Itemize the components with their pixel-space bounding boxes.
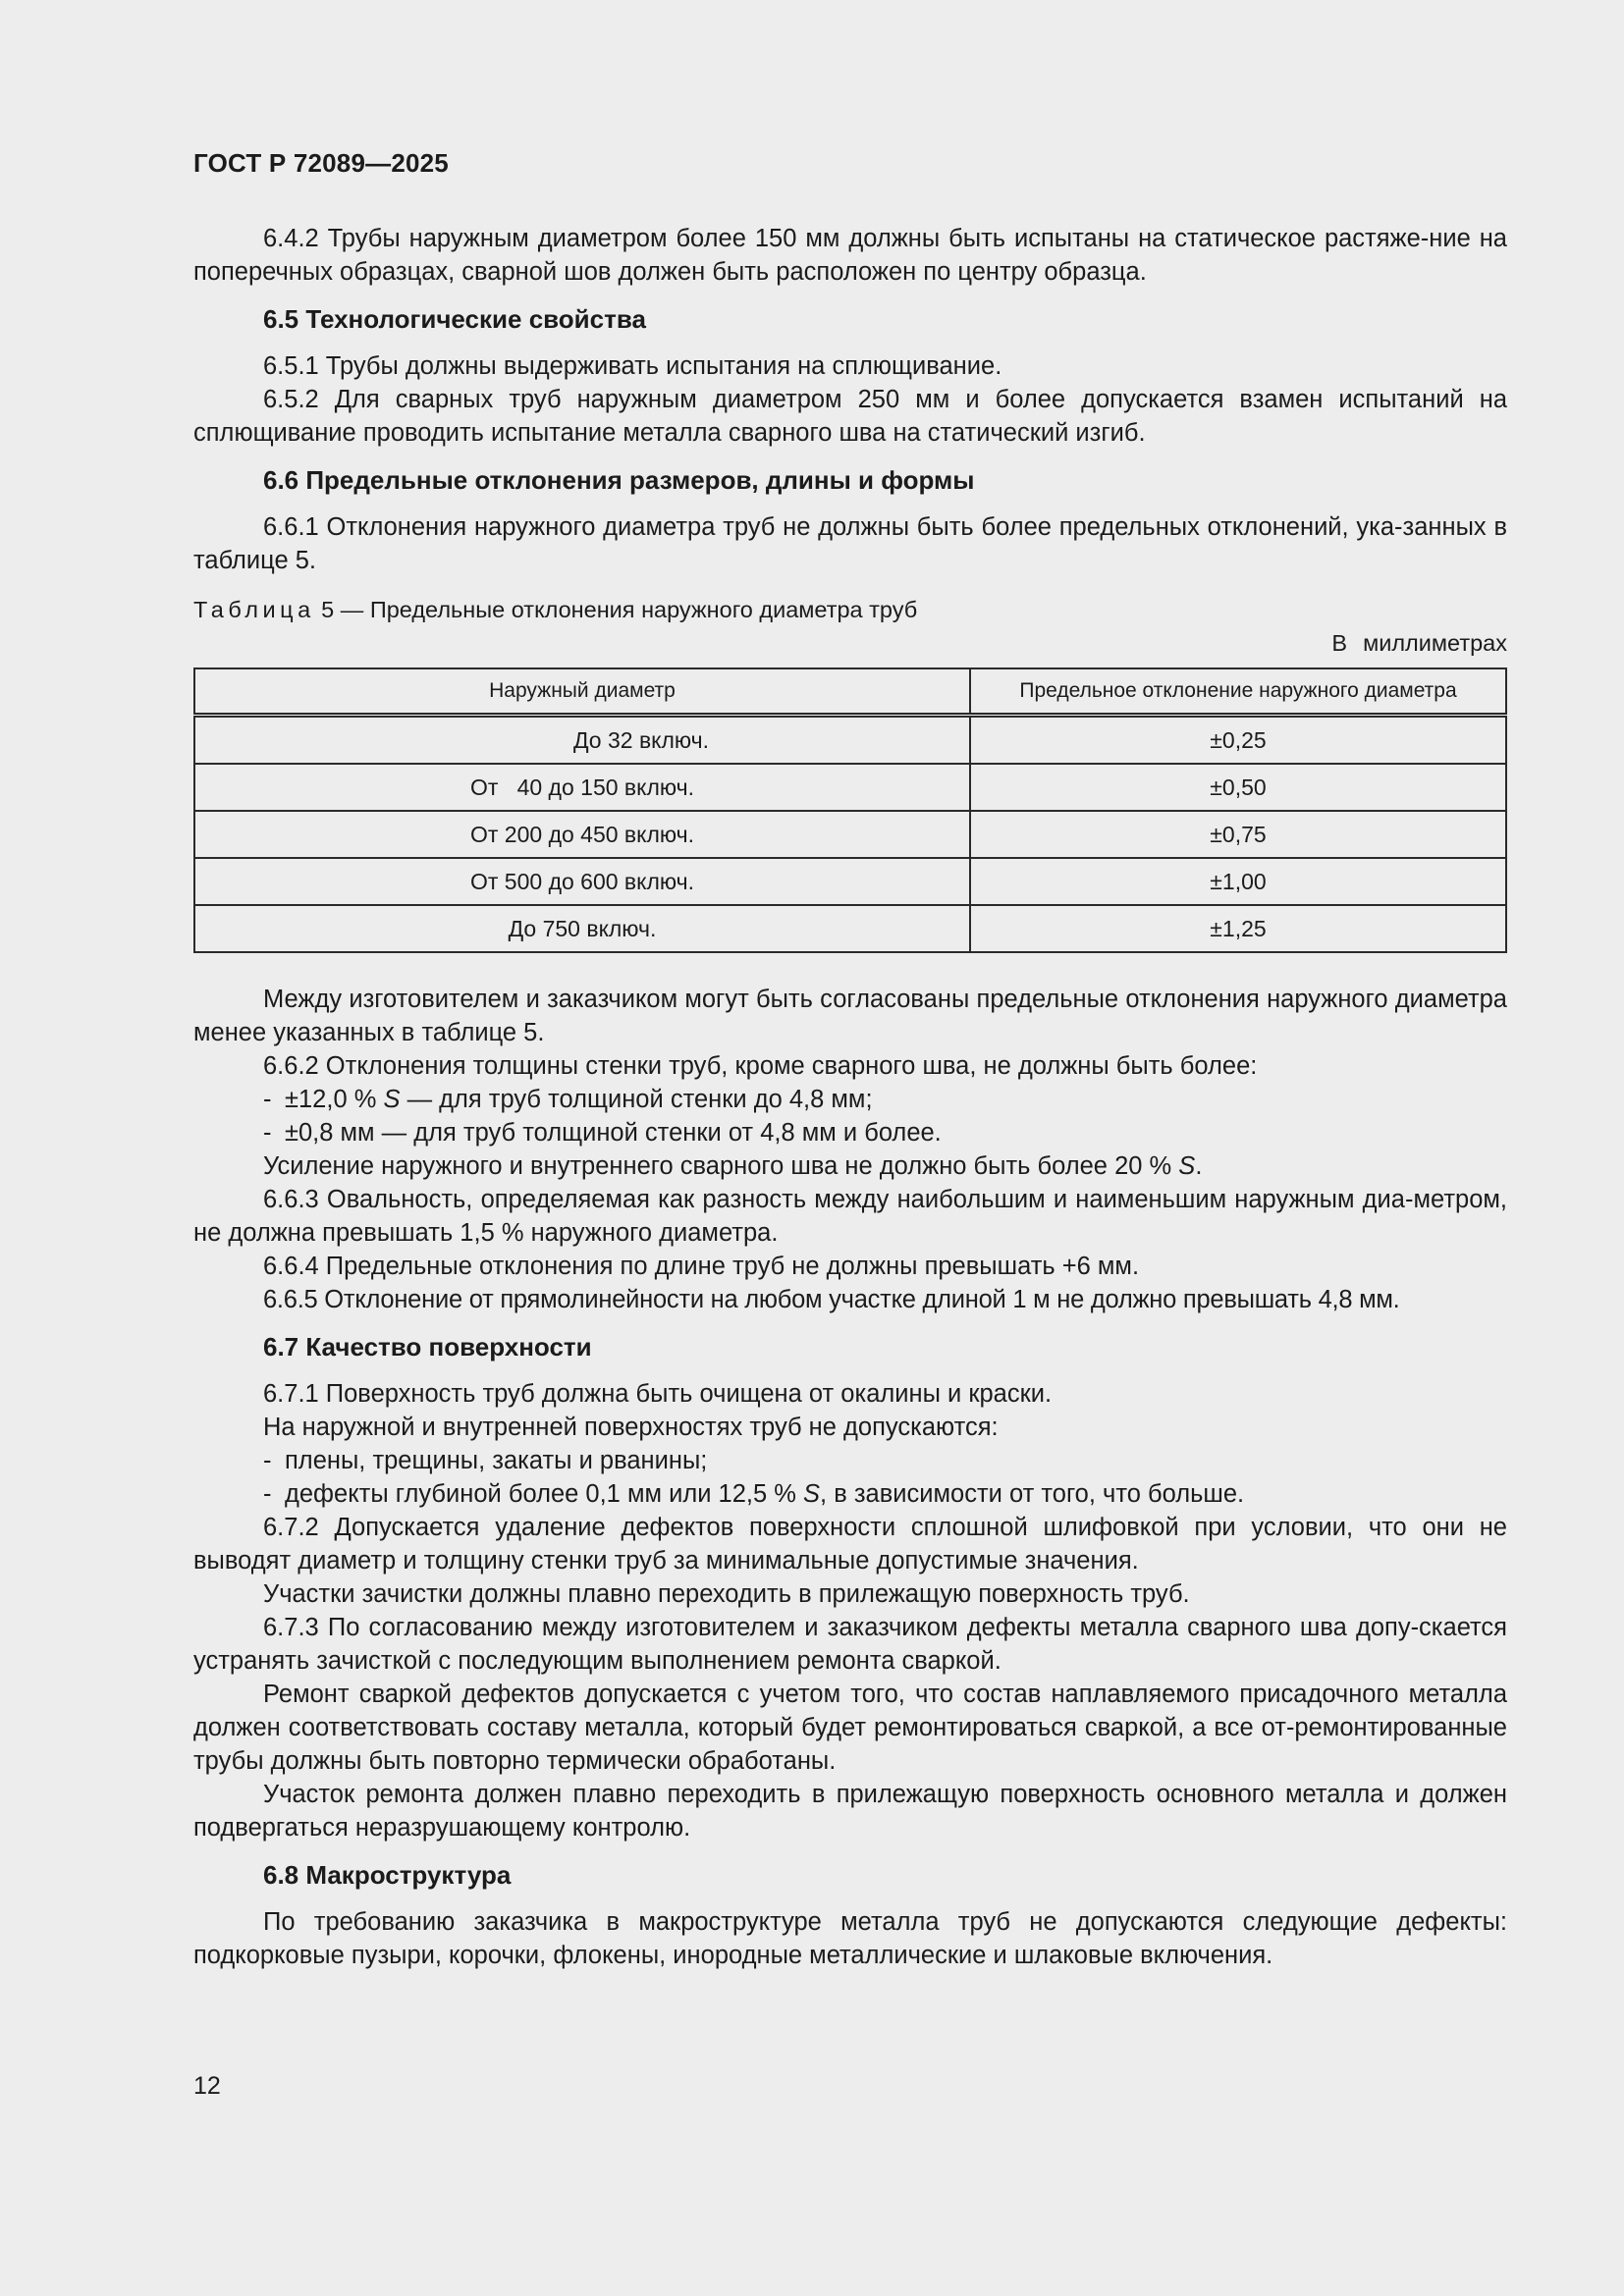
table-units <box>193 628 1507 658</box>
paragraph-after-table: Между изготовителем и заказчиком могут быть согласованы предельные отклонения наружного диаметра менее указанных в таблице 5. <box>193 986 1507 1046</box>
table-cell-diameter: До 750 включ. <box>194 905 970 952</box>
paragraph-6-6-5: 6.6.5 Отклонение от прямолинейности на любом участке длиной 1 м не должно превышать 4,8 мм. <box>263 1286 1400 1313</box>
table-units-word: миллиметрах <box>1363 630 1507 656</box>
paragraph-6-7-3-b: Ремонт сваркой дефектов допускается с учетом того, что состав наплавляемого присадочного металла должен соответствовать составу металла, который будет ремонтироваться сваркой, а все от-ремонтированные трубы должны быть повторно термически обработаны. <box>193 1681 1507 1775</box>
table-caption <box>193 595 1507 624</box>
dash-mark: - <box>263 1480 272 1508</box>
table-cell-deviation: ±1,00 <box>970 858 1506 905</box>
table-header-deviation: Предельное отклонение наружного диаметра <box>970 668 1506 716</box>
table-cell-diameter: От 200 до 450 включ. <box>194 811 970 858</box>
table-row <box>194 764 1506 811</box>
document-header: ГОСТ Р 72089—2025 <box>193 148 449 178</box>
table-row <box>194 811 1506 858</box>
paragraph-6-5-1: 6.5.1 Трубы должны выдерживать испытания на сплющивание. <box>263 352 1002 380</box>
page-number: 12 <box>193 2072 221 2100</box>
table-cell-diameter: От 40 до 150 включ. <box>194 764 970 811</box>
table-cell-diameter: До 32 включ. <box>194 716 970 765</box>
paragraph-6-5-2: 6.5.2 Для сварных труб наружным диаметром 250 мм и более допускается взамен испытаний на сплющивание проводить испытание металла сварного шва на статический изгиб. <box>193 386 1507 447</box>
list-item: - плены, трещины, закаты и рванины; <box>193 1444 1507 1477</box>
paragraph-6-7-2-b: Участки зачистки должны плавно переходить в прилежащую поверхность труб. <box>263 1580 1190 1608</box>
paragraph-6-6-1: 6.6.1 Отклонения наружного диаметра труб не должны быть более предельных отклонений, ука-занных в таблице 5. <box>193 513 1507 574</box>
list-item: - ±0,8 мм — для труб толщиной стенки от 4,8 мм и более. <box>193 1116 1507 1149</box>
paragraph-6-6-4: 6.6.4 Предельные отклонения по длине труб не должны превышать +6 мм. <box>263 1253 1140 1280</box>
table-caption-label: Таблица <box>193 597 315 622</box>
table-header-diameter: Наружный диаметр <box>194 668 970 716</box>
dash-mark: - <box>263 1086 272 1113</box>
paragraph-6-7-3-c: Участок ремонта должен плавно переходить в прилежащую поверхность основного металла и должен подвергаться неразрушающему контролю. <box>193 1781 1507 1842</box>
heading-6-5: 6.5 Технологические свойства <box>263 304 646 334</box>
list-item: - дефекты глубиной более 0,1 мм или 12,5 % S, в зависимости от того, что больше. <box>193 1477 1507 1511</box>
paragraph-reinforcement: Усиление наружного и внутреннего сварного шва не должно быть более 20 % S. <box>263 1152 1203 1180</box>
table-cell-deviation: ±1,25 <box>970 905 1506 952</box>
dash-mark: - <box>263 1447 272 1474</box>
table-5 <box>193 667 1507 953</box>
table-cell-diameter: От 500 до 600 включ. <box>194 858 970 905</box>
paragraph-6-7-3: 6.7.3 По согласованию между изготовителем и заказчиком дефекты металла сварного шва допу-скается устранять зачисткой с последующим выполнением ремонта сваркой. <box>193 1614 1507 1675</box>
paragraph-6-8: По требованию заказчика в макроструктуре металла труб не допускаются следующие дефекты: подкорковые пузыри, корочки, флокены, инородные металлические и шлаковые включения. <box>193 1908 1507 1969</box>
document-body <box>193 222 1507 1972</box>
table-row <box>194 905 1506 952</box>
heading-6-6: 6.6 Предельные отклонения размеров, длины и формы <box>263 465 975 495</box>
table-cell-deviation: ±0,75 <box>970 811 1506 858</box>
heading-6-7: 6.7 Качество поверхности <box>263 1332 592 1362</box>
paragraph-6-7-1: 6.7.1 Поверхность труб должна быть очищена от окалины и краски. <box>263 1380 1053 1408</box>
table-cell-deviation: ±0,50 <box>970 764 1506 811</box>
table-units-prefix: В <box>1331 630 1348 656</box>
heading-6-8: 6.8 Макроструктура <box>263 1860 512 1890</box>
table-row <box>194 716 1506 765</box>
paragraph-6-7-1-b: На наружной и внутренней поверхностях труб не допускаются: <box>263 1414 999 1441</box>
table-cell-deviation: ±0,25 <box>970 716 1506 765</box>
list-item: - ±12,0 % S — для труб толщиной стенки до 4,8 мм; <box>193 1083 1507 1116</box>
dash-mark: - <box>263 1119 272 1147</box>
paragraph-6-6-3: 6.6.3 Овальность, определяемая как разность между наибольшим и наименьшим наружным диа-метром, не должна превышать 1,5 % наружного диаметра. <box>193 1186 1507 1247</box>
paragraph-6-7-2: 6.7.2 Допускается удаление дефектов поверхности сплошной шлифовкой при условии, что они не выводят диаметр и толщину стенки труб за минимальные допустимые значения. <box>193 1514 1507 1575</box>
table-caption-text: 5 — Предельные отклонения наружного диаметра труб <box>314 597 918 622</box>
paragraph-6-4-2: 6.4.2 Трубы наружным диаметром более 150 мм должны быть испытаны на статическое растяже-ние на поперечных образцах, сварной шов должен быть расположен по центру образца. <box>193 225 1507 286</box>
table-header-row <box>194 668 1506 716</box>
paragraph-6-6-2: 6.6.2 Отклонения толщины стенки труб, кроме сварного шва, не должны быть более: <box>263 1052 1258 1080</box>
table-row <box>194 858 1506 905</box>
